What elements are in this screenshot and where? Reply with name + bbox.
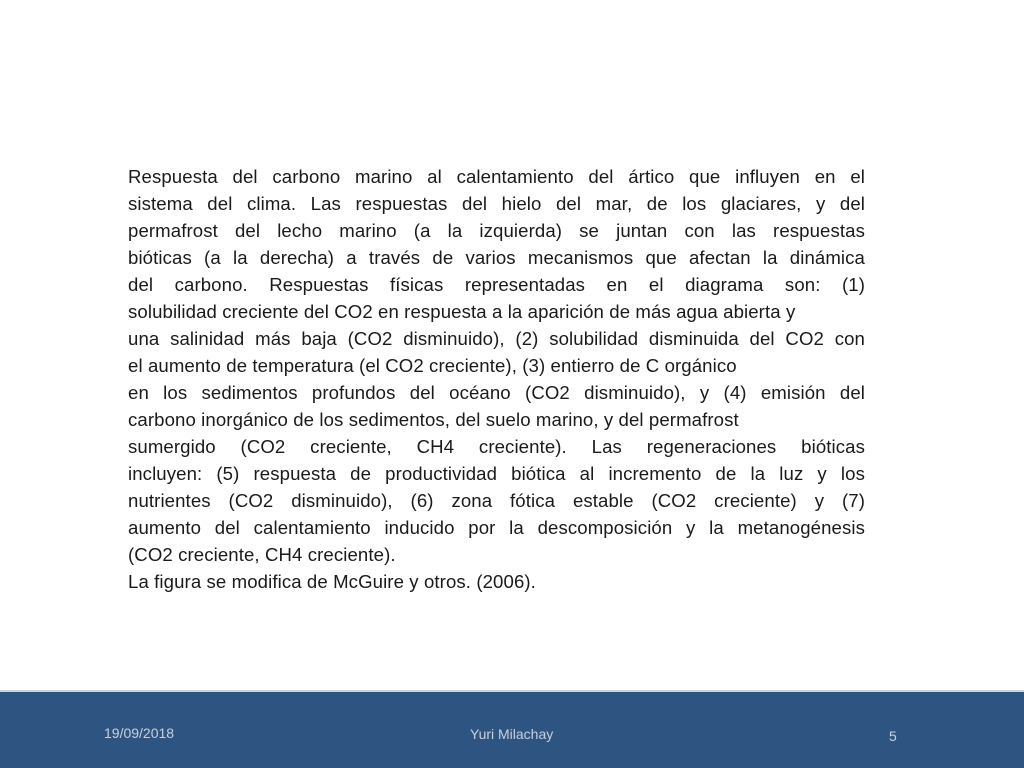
caption-paragraph (128, 163, 865, 595)
paragraph-line: nutrientes (CO2 disminuido), (6) zona fótica estable (CO2 creciente) y (7) (128, 490, 865, 511)
paragraph-line: sumergido (CO2 creciente, CH4 creciente). Las regeneraciones bióticas (128, 436, 865, 457)
paragraph-line: del carbono. Respuestas físicas representadas en el diagrama son: (1) (128, 274, 865, 295)
paragraph-line: permafrost del lecho marino (a la izquierda) se juntan con las respuestas (128, 220, 865, 241)
paragraph-line: una salinidad más baja (CO2 disminuido), (2) solubilidad disminuida del CO2 con (128, 328, 865, 349)
paragraph-line: en los sedimentos profundos del océano (CO2 disminuido), y (4) emisión del (128, 382, 865, 403)
footer-bar (0, 690, 1024, 768)
paragraph-line: sistema del clima. Las respuestas del hielo del mar, de los glaciares, y del (128, 193, 865, 214)
paragraph-line: (CO2 creciente, CH4 creciente). (128, 544, 396, 565)
footer-author: Yuri Milachay (470, 726, 554, 742)
slide-number: 5 (889, 728, 897, 744)
paragraph-line: aumento del calentamiento inducido por la descomposición y la metanogénesis (128, 517, 865, 538)
paragraph-line: bióticas (a la derecha) a través de varios mecanismos que afectan la dinámica (128, 247, 865, 268)
paragraph-line: solubilidad creciente del CO2 en respuesta a la aparición de más agua abierta y (128, 301, 796, 322)
paragraph-line: La figura se modifica de McGuire y otros. (2006). (128, 571, 536, 592)
paragraph-line: carbono inorgánico de los sedimentos, del suelo marino, y del permafrost (128, 409, 739, 430)
paragraph-line: incluyen: (5) respuesta de productividad biótica al incremento de la luz y los (128, 463, 865, 484)
paragraph-line: Respuesta del carbono marino al calentamiento del ártico que influyen en el (128, 166, 865, 187)
footer-date: 19/09/2018 (104, 725, 175, 741)
paragraph-line: el aumento de temperatura (el CO2 creciente), (3) entierro de C orgánico (128, 355, 737, 376)
